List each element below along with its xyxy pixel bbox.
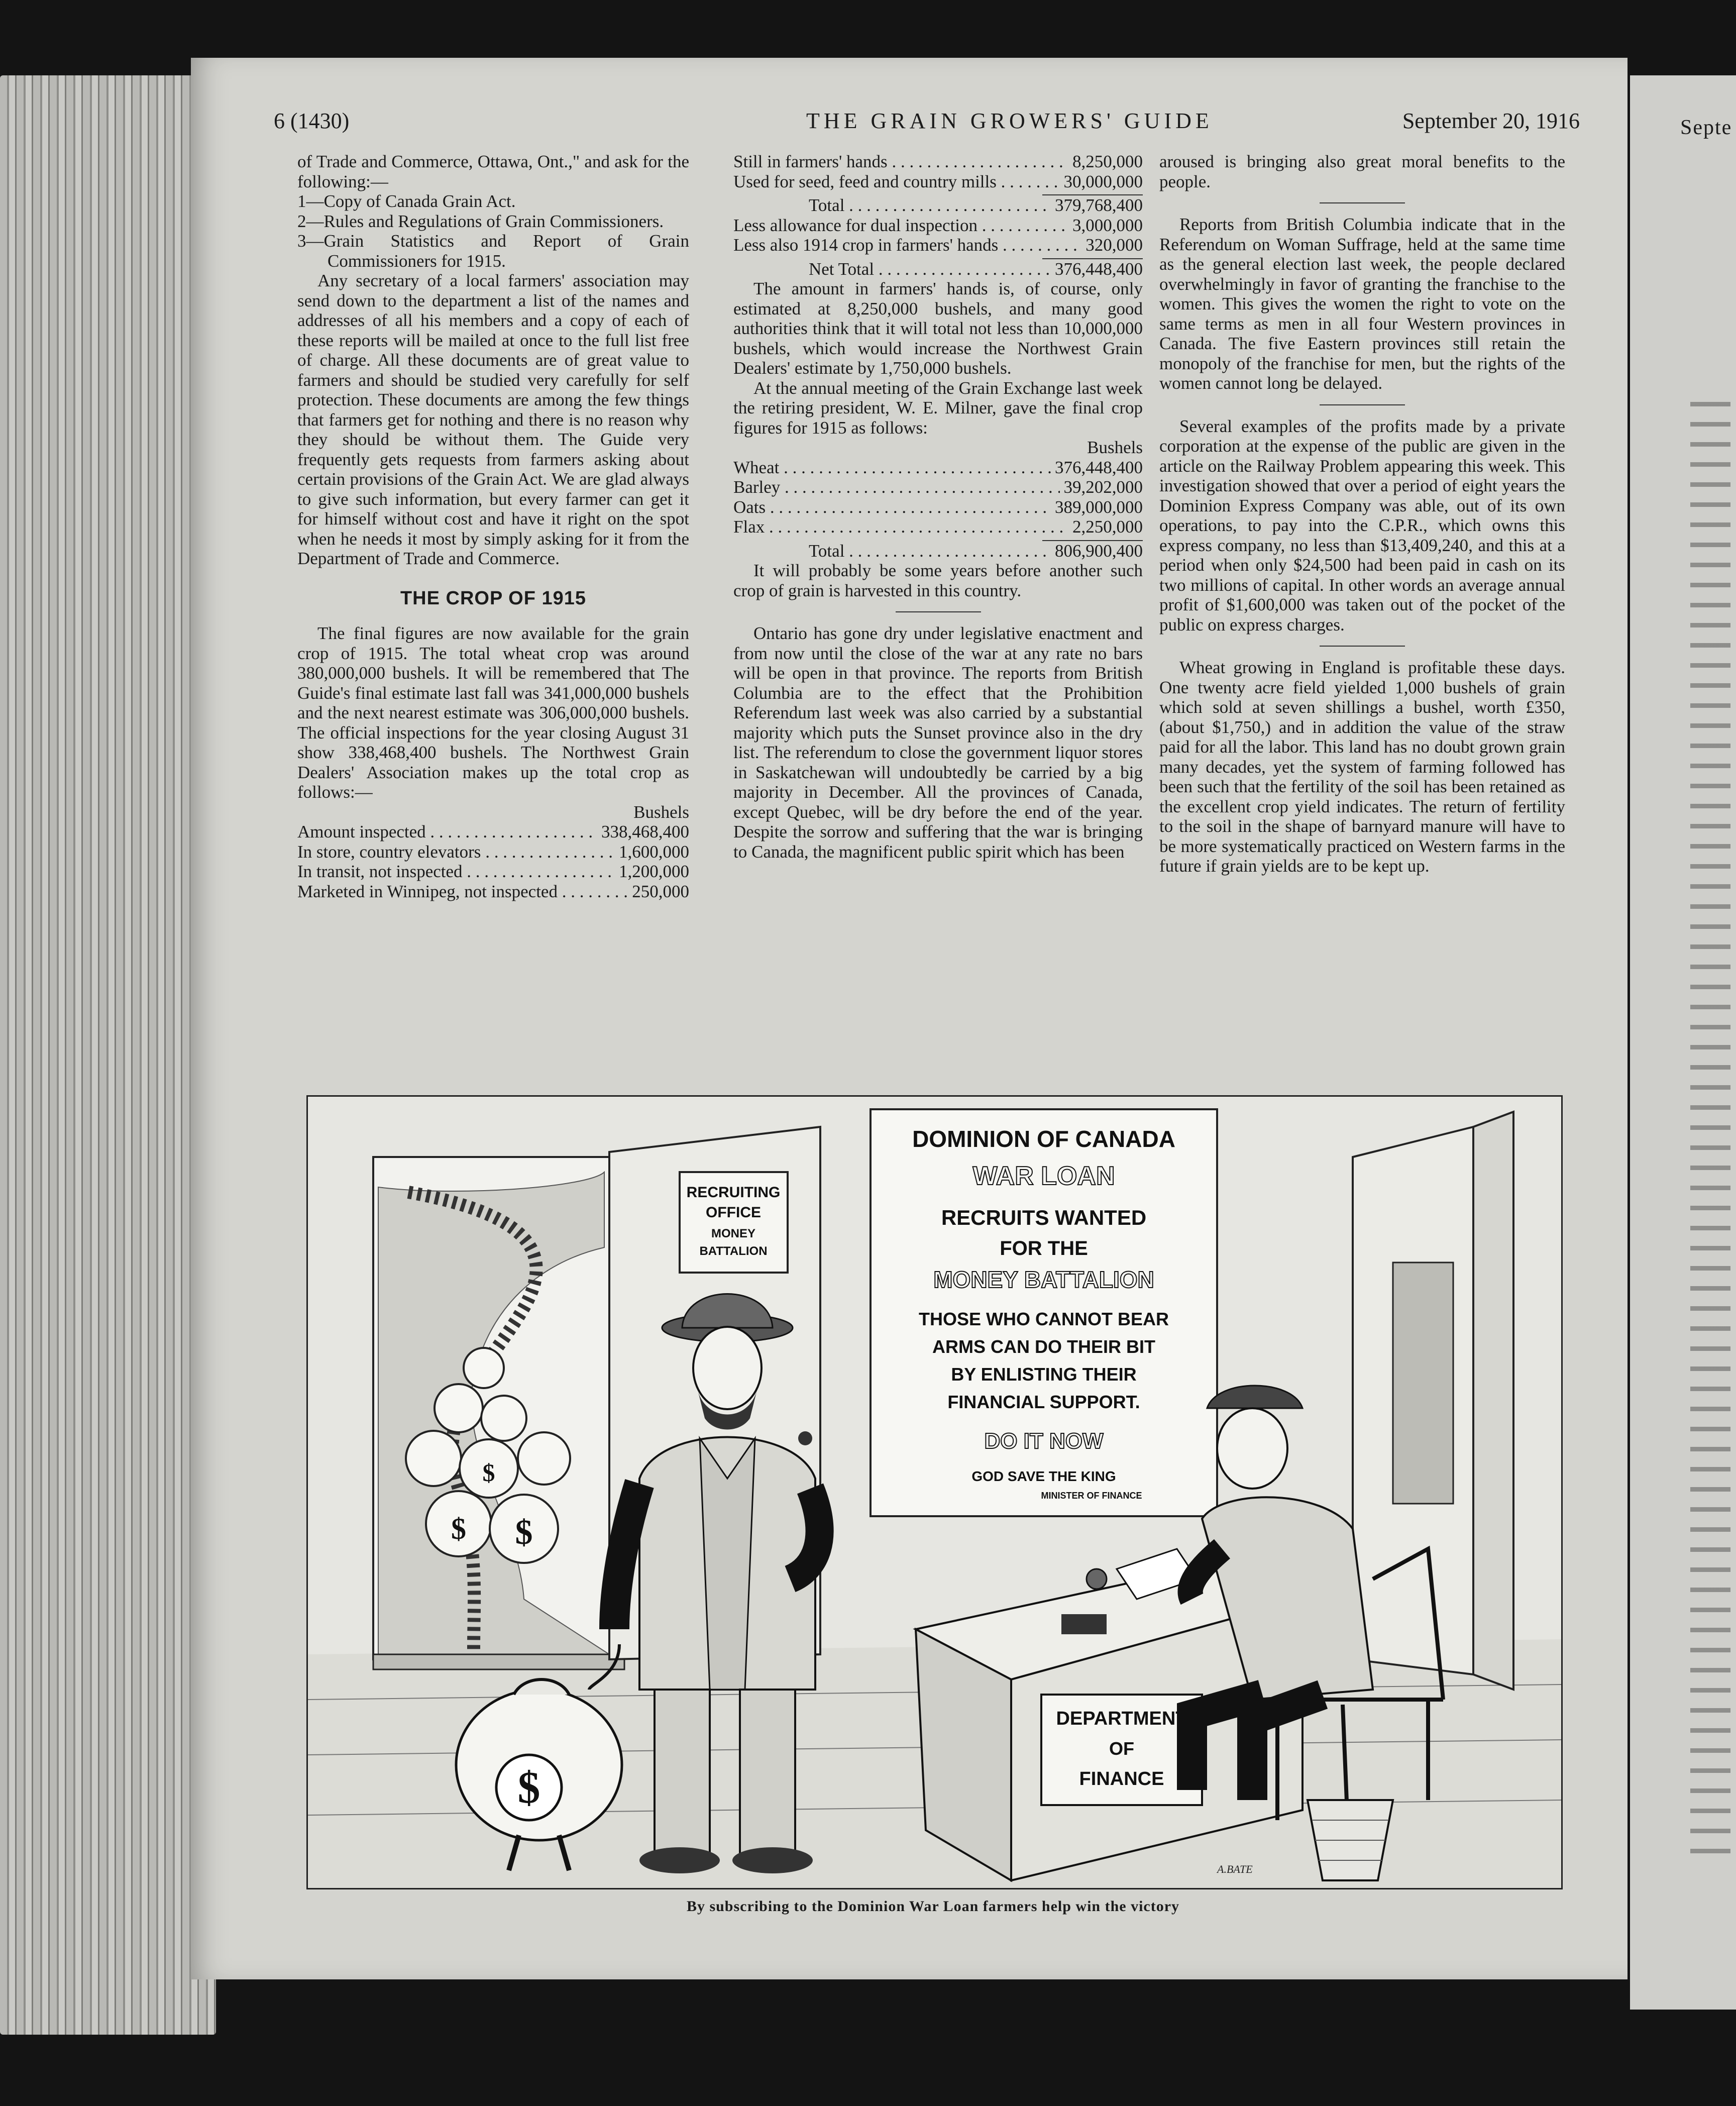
col2-paragraph: At the annual meeting of the Grain Exchange last week the retiring president, W. E. Milner, gave the final crop figures for 1915 as follows: <box>733 378 1143 438</box>
list-item: 2—Rules and Regulations of Grain Commissioners. <box>297 211 664 231</box>
col2-paragraph: Ontario has gone dry under legislative enactment and from now until the close of the war at any rate no bars will be open in that province. The reports from British Columbia are to the effect that the Prohibition Referendum last week was also carried by a substantial majority which puts the Sunset province also in the dry list. The referendum to close the government liquor stores in Saskatchewan will undoubtedly be carried by a big majority in December. All the provinces of Canada, except Quebec, will be dry before the end of the year. Despite the sorrow and suffering that the war is bringing to Canada, the magnificent public spirit which has been <box>733 623 1143 862</box>
col3-paragraph: Several examples of the profits made by a private corporation at the expense of the public are given in the article on the Railway Problem appearing this week. This investigation showed that over a period of eight years the Dominion Express Company was able, out of its own operations, to pay into the C.P.R., which owns this express company, no less than $13,409,240, and this at a period when only $24,500 had been paid in cash on its two millions of capital. In other words an average annual profit of $1,600,000 was taken out of the pocket of the public on express charges. <box>1159 416 1565 635</box>
col3-paragraph: Wheat growing in England is profitable these days. One twenty acre field yielded 1,000 bushels of grain which sold at seven shillings a bushel, worth £350, (about $1,750,) and in addition the value of the straw paid for all the labor. This land has no doubt grown grain many decades, yet the system of farming followed has been such that the fertility of the soil has been retained as the excellent crop yield indicates. The return of fertility to the soil in the shape of barnyard manure will have to be more systematically practiced on Western farms in the future if grain yields are to be kept up. <box>1159 658 1565 876</box>
cartoon-caption: By subscribing to the Dominion War Loan farmers help win the victory <box>686 1898 1180 1915</box>
col3-paragraph: Reports from British Columbia indicate that in the Referendum on Woman Suffrage, held at the same time as the general election last week, the people declared overwhelmingly in favor of granting the franchise to the women. This gives the women the right to vote on the same terms as men in all four Western provinces in Canada. The five Eastern provinces still retain the monopoly of the franchise for men, but the rights of the women cannot long be delayed. <box>1159 215 1565 393</box>
publication-title: THE GRAIN GROWERS' GUIDE <box>806 109 1213 133</box>
column-3 <box>1159 152 1565 876</box>
list-item: 3—Grain Statistics and Report of Grain Commissioners for 1915. <box>297 231 689 271</box>
editorial-cartoon <box>306 1095 1563 1889</box>
column-2 <box>733 152 1143 862</box>
door-sign-line: MONEY <box>711 1227 756 1240</box>
running-header <box>274 108 1580 138</box>
section-heading: THE CROP OF 1915 <box>400 587 587 609</box>
poster-line: FOR THE <box>1000 1237 1088 1259</box>
document-list <box>297 191 689 271</box>
table-row <box>297 822 689 842</box>
table-row <box>297 862 689 882</box>
table-row <box>733 152 1143 172</box>
row-value: 338,468,400 <box>601 822 689 841</box>
poster-line: ARMS CAN DO THEIR BIT <box>932 1336 1155 1357</box>
table-header: Bushels <box>633 802 689 822</box>
row-value: 250,000 <box>632 881 689 901</box>
crop-table <box>297 822 689 901</box>
bag-dollar-sign: $ <box>515 1513 533 1552</box>
col1-paragraph: The final figures are now available for the grain crop of 1915. The total wheat crop was around 380,000,000 bushels. It will be remembered that The Guide's final estimate last fall was 341,000,000 bushels and the next nearest estimate was 306,000,000 bushels. The official inspections for the year closing August 31 show 338,468,400 bushels. The Northwest Grain Dealers' Association makes up the total crop as follows:— <box>297 623 689 802</box>
row-label: Less allowance for dual inspection . . . <box>733 216 1068 236</box>
final-crop-table <box>733 458 1143 537</box>
money-bag-dollar-sign: $ <box>517 1763 540 1813</box>
row-label: Total . . . <box>809 541 1051 561</box>
col3-paragraph: aroused is bringing also great moral benefits to the people. <box>1159 152 1565 191</box>
row-value: 376,448,400 <box>1055 259 1143 279</box>
bag-dollar-sign: $ <box>451 1512 466 1545</box>
row-label: Wheat . . . <box>733 458 1051 478</box>
row-label: In store, country elevators . . . <box>297 842 615 862</box>
ledger-book <box>1061 1614 1107 1634</box>
book-page-edges <box>0 75 216 2035</box>
facing-page <box>1630 75 1736 2010</box>
row-value: 39,202,000 <box>1063 477 1143 497</box>
door-edge <box>1473 1112 1513 1690</box>
row-label: Less also 1914 crop in farmers' hands . . . <box>733 235 1081 255</box>
row-label: Total . . . <box>809 195 1051 216</box>
section-divider <box>1320 646 1405 647</box>
newspaper-page <box>191 58 1627 1979</box>
table-row <box>733 497 1143 517</box>
row-label: Used for seed, feed and country mills . . . <box>733 172 1060 192</box>
row-value: 2,250,000 <box>1072 517 1143 537</box>
door-window <box>1393 1262 1453 1504</box>
table-row <box>733 517 1143 537</box>
table-row <box>733 458 1143 478</box>
table-row <box>733 477 1143 497</box>
poster-line: RECRUITS WANTED <box>941 1206 1147 1229</box>
net-total-row <box>733 259 1143 279</box>
door-sign-line: RECRUITING <box>686 1184 781 1201</box>
col2-paragraph: The amount in farmers' hands is, of course, only estimated at 8,250,000 bushels, and many good authorities think that it will total not less than 10,000,000 bushels, which would increase the Northwest Grain Dealers' estimate by 1,750,000 bushels. <box>733 279 1143 378</box>
table-row <box>733 216 1143 236</box>
row-label: Net Total . . . <box>809 259 1051 279</box>
section-divider <box>1320 404 1405 405</box>
column-1 <box>297 152 689 901</box>
row-value: 806,900,400 <box>1055 541 1143 561</box>
col1-paragraph: Any secretary of a local farmers' association may send down to the department a list of the names and addresses of all his members and a copy of each of these reports will be mailed at once to the full list free of charge. All these documents are of great value to farmers and should be studied very carefully for self protection. These documents are among the few things that farmers get for nothing and there is no reason why they should be without them. The Guide very frequently gets requests from farmers asking about certain provisions of the Grain Act. We are glad always to give such information, but every farmer can get it for himself without cost and have it right on the spot when he needs it most by simply asking for it from the Department of Trade and Commerce. <box>297 271 689 568</box>
col2-paragraph: It will probably be some years before another such crop of grain is harvested in this country. <box>733 561 1143 600</box>
poster-line: FINANCIAL SUPPORT. <box>947 1392 1140 1412</box>
bag-dollar-sign: $ <box>482 1458 495 1487</box>
table-row <box>733 172 1143 192</box>
table-row <box>297 842 689 862</box>
row-value: 1,600,000 <box>619 841 689 862</box>
row-label: Oats . . . <box>733 497 1051 517</box>
row-value: 8,250,000 <box>1072 152 1143 171</box>
facing-page-header: Septe <box>1680 116 1732 139</box>
page-number: 6 (1430) <box>274 109 350 133</box>
row-label: Marketed in Winnipeg, not inspected . . . <box>297 882 628 902</box>
table-row <box>297 882 689 902</box>
list-item: 1—Copy of Canada Grain Act. <box>297 191 516 211</box>
poster-line: BY ENLISTING THEIR <box>951 1364 1137 1385</box>
door-threshold <box>373 1654 624 1669</box>
poster-line: WAR LOAN <box>972 1162 1115 1191</box>
table-header: Bushels <box>1087 438 1143 457</box>
total-row <box>733 195 1143 216</box>
col1-intro: of Trade and Commerce, Ottawa, Ont.," and ask for the following:— <box>297 152 689 191</box>
row-value: 320,000 <box>1086 235 1143 255</box>
inkwell <box>1087 1569 1107 1589</box>
section-divider <box>1320 202 1405 203</box>
row-label: In transit, not inspected . . . <box>297 862 615 882</box>
desk-sign-line: DEPARTMENT <box>1056 1708 1187 1729</box>
door-sign-line: BATTALION <box>699 1244 768 1258</box>
row-value: 1,200,000 <box>619 862 689 881</box>
row-label: Amount inspected . . . <box>297 822 597 842</box>
row-label: Flax . . . <box>733 517 1068 537</box>
poster-line: DOMINION OF CANADA <box>912 1126 1175 1152</box>
row-value: 389,000,000 <box>1055 497 1143 517</box>
row-label: Barley . . . <box>733 477 1060 497</box>
desk-sign-line: FINANCE <box>1079 1768 1164 1789</box>
artist-signature: A.BATE <box>1217 1863 1253 1875</box>
desk-sign-line: OF <box>1109 1738 1134 1759</box>
total-row <box>733 541 1143 561</box>
poster-line: MONEY BATTALION <box>933 1267 1154 1293</box>
poster-line: DO IT NOW <box>984 1429 1104 1453</box>
door-sign-line: OFFICE <box>706 1204 761 1221</box>
poster-line: GOD SAVE THE KING <box>971 1468 1116 1484</box>
row-label: Still in farmers' hands . . . <box>733 152 1068 172</box>
table-row <box>733 235 1143 255</box>
row-value: 3,000,000 <box>1072 215 1143 235</box>
poster-line: THOSE WHO CANNOT BEAR <box>919 1309 1169 1329</box>
facing-page-text-fragments <box>1690 402 1730 1859</box>
row-value: 376,448,400 <box>1055 457 1143 477</box>
issue-date: September 20, 1916 <box>1402 109 1580 133</box>
door-knob <box>798 1431 812 1445</box>
cartoon-drawing <box>308 1097 1561 1888</box>
row-value: 379,768,400 <box>1055 195 1143 215</box>
section-divider <box>896 611 981 612</box>
row-value: 30,000,000 <box>1063 171 1143 191</box>
poster-line: MINISTER OF FINANCE <box>1041 1491 1142 1501</box>
